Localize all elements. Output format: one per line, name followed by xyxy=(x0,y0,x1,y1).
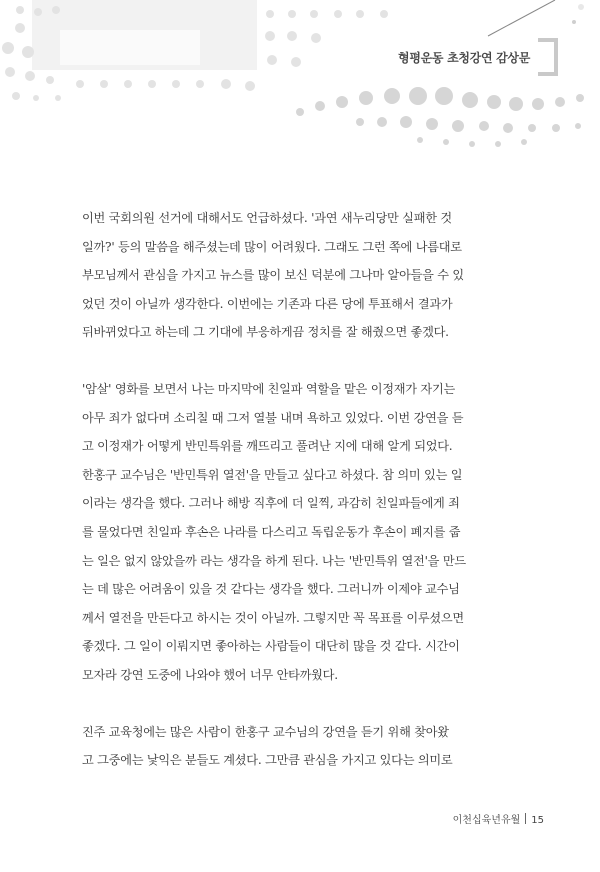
text-line: 를 물었다면 친일파 후손은 나라를 다스리고 독립운동가 후손이 폐지를 줍 xyxy=(82,524,461,539)
page-number: 15 xyxy=(531,815,544,826)
text-line: 는 데 많은 어려움이 있을 것 같다는 생각을 했다. 그러니까 이제야 교수님 xyxy=(82,582,460,597)
text-line: 한홍구 교수님은 '반민특위 열전'을 만들고 싶다고 하셨다. 참 의미 있는 일 xyxy=(82,467,463,482)
paragraph xyxy=(82,718,530,775)
footer-separator xyxy=(525,813,526,824)
body-text xyxy=(82,204,530,803)
publication-name: 이천십육년유월 xyxy=(452,815,521,826)
dot-pattern-graphic xyxy=(0,0,600,150)
header-bracket xyxy=(538,38,558,76)
header-decoration xyxy=(0,0,600,150)
text-line: 아무 죄가 없다며 소리칠 때 그저 열불 내며 욕하고 있었다. 이번 강연을 듣 xyxy=(82,410,464,425)
running-header-title: 형평운동 초청강연 감상문 xyxy=(398,51,530,65)
text-line: 좋겠다. 그 일이 이뤄지면 좋아하는 사람들이 대단히 많을 것 같다. 시간이 xyxy=(82,639,460,654)
text-line: 고 이정재가 어떻게 반민특위를 깨뜨리고 풀려난 지에 대해 알게 되었다. xyxy=(82,439,453,454)
text-line: 일까?' 등의 말씀을 해주셨는데 많이 어려웠다. 그래도 그런 쪽에 나름대로 xyxy=(82,239,462,254)
text-line: '암살' 영화를 보면서 나는 마지막에 친일파 역할을 맡은 이정재가 자기는 xyxy=(82,381,455,396)
text-line: 었던 것이 아닐까 생각한다. 이번에는 기존과 다른 당에 투표해서 결과가 xyxy=(82,296,453,311)
text-line: 부모님께서 관심을 가지고 뉴스를 많이 보신 덕분에 그나마 알아들을 수 있 xyxy=(82,268,464,283)
text-line: 뒤바뀌었다고 하는데 그 기대에 부응하게끔 정치를 잘 해줬으면 좋겠다. xyxy=(82,325,449,340)
text-line: 모자라 강연 도중에 나와야 했어 너무 안타까웠다. xyxy=(82,667,338,682)
text-line: 이번 국회의원 선거에 대해서도 언급하셨다. '과연 새누리당만 실패한 것 xyxy=(82,211,452,225)
text-line: 이라는 생각을 했다. 그러나 해방 직후에 더 일찍, 과감히 친일파들에게 죄 xyxy=(82,496,460,511)
page-footer xyxy=(453,811,544,826)
text-line: 진주 교육청에는 많은 사람이 한홍구 교수님의 강연을 듣기 위해 찾아왔 xyxy=(82,724,449,739)
paragraph xyxy=(82,375,530,690)
text-line: 는 일은 없지 않았을까 라는 생각을 하게 된다. 나는 '반민특위 열전'을 만드 xyxy=(82,553,466,568)
text-line: 고 그중에는 낯익은 분들도 계셨다. 그만큼 관심을 가지고 있다는 의미로 xyxy=(82,753,453,768)
paragraph xyxy=(82,204,530,347)
text-line: 께서 열전을 만든다고 하시는 것이 아닐까. 그렇지만 꼭 목표를 이루셨으면 xyxy=(82,610,464,625)
